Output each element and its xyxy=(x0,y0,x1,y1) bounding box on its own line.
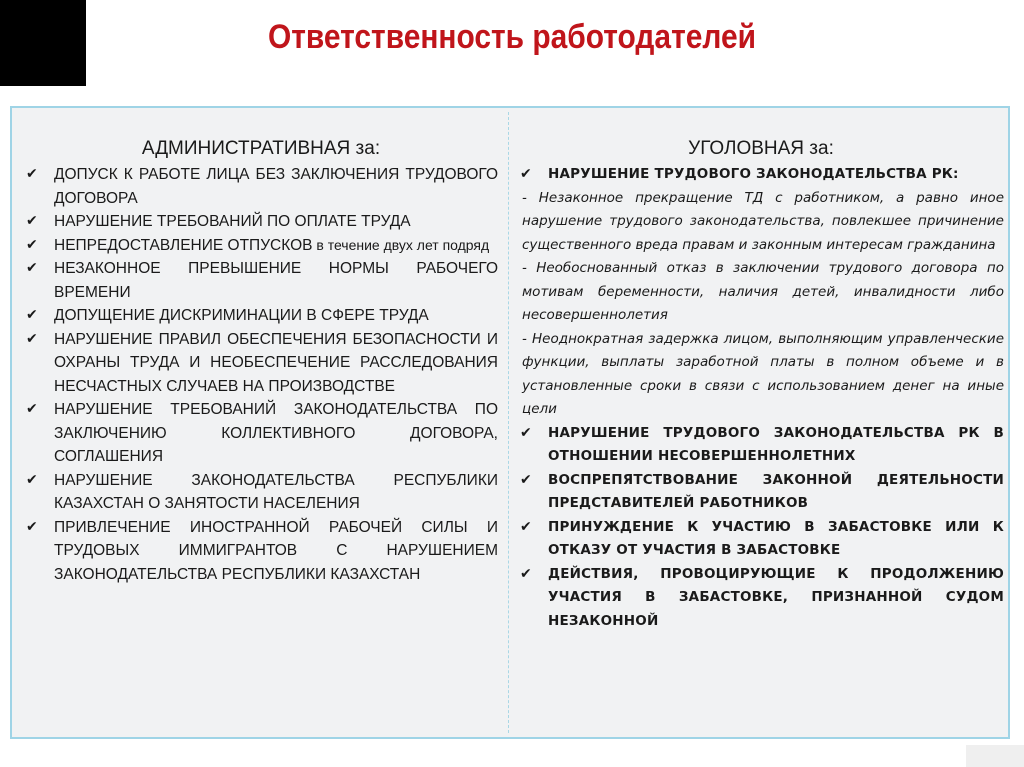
list-item xyxy=(24,516,498,587)
list-item xyxy=(24,328,498,399)
checkmark-icon: ✔ xyxy=(26,330,38,347)
column-divider xyxy=(508,112,509,733)
list-item xyxy=(24,398,498,469)
content-panel xyxy=(10,106,1010,739)
list-item xyxy=(24,163,498,210)
checkmark-icon: ✔ xyxy=(520,565,532,582)
criminal-note: - Незаконное прекращение ТД с работником, а равно иное нарушение трудового законодательства, повлекшее причинение существенного вреда правам и законным интересам гражданина xyxy=(522,189,1004,253)
checkmark-icon: ✔ xyxy=(26,518,38,535)
checkmark-icon: ✔ xyxy=(26,401,38,417)
item-text: ПРИВЛЕЧЕНИЕ ИНОСТРАННОЙ РАБОЧЕЙ СИЛЫ И ТРУДОВЫХ ИММИГРАНТОВ С НАРУШЕНИЕМ ЗАКОНОДАТЕЛЬСТВА РЕСПУБЛИКИ КАЗАХСТАН xyxy=(54,518,498,583)
administrative-heading: АДМИНИСТРАТИВНАЯ за: xyxy=(141,138,381,159)
item-text: НАРУШЕНИЕ ТРУДОВОГО ЗАКОНОДАТЕЛЬСТВА РК В ОТНОШЕНИИ НЕСОВЕРШЕННОЛЕТНИХ xyxy=(548,424,1004,464)
criminal-column xyxy=(518,138,1004,633)
criminal-list xyxy=(518,422,1004,634)
item-text: НАРУШЕНИЕ ПРАВИЛ ОБЕСПЕЧЕНИЯ БЕЗОПАСНОСТИ И ОХРАНЫ ТРУДА И НЕОБЕСПЕЧЕНИЕ РАССЛЕДОВАНИЯ НЕСЧАСТНЫХ СЛУЧАЕВ НА ПРОИЗВОДСТВЕ xyxy=(54,330,498,395)
checkmark-icon: ✔ xyxy=(26,471,38,488)
list-item xyxy=(518,469,1004,516)
list-item xyxy=(24,234,498,258)
item-text: НАРУШЕНИЕ ТРЕБОВАНИЙ ЗАКОНОДАТЕЛЬСТВА ПО ЗАКЛЮЧЕНИЮ КОЛЛЕКТИВНОГО ДОГОВОРА, СОГЛАШЕНИЯ xyxy=(54,401,498,465)
item-text: НЕЗАКОННОЕ ПРЕВЫШЕНИЕ НОРМЫ РАБОЧЕГО ВРЕМЕНИ xyxy=(54,260,498,301)
criminal-note: - Неоднократная задержка лицом, выполняющим управленческие функции, выплаты заработной платы в полном объеме и в установленные сроки в связи с использованием денег на иные цели xyxy=(522,330,1004,417)
list-item xyxy=(518,516,1004,563)
corner-mark xyxy=(966,745,1024,767)
checkmark-icon: ✔ xyxy=(26,213,38,229)
checkmark-icon: ✔ xyxy=(520,424,532,441)
administrative-column xyxy=(24,138,498,586)
criminal-heading: УГОЛОВНАЯ за: xyxy=(688,138,834,159)
checkmark-icon: ✔ xyxy=(26,166,38,182)
list-item xyxy=(24,210,498,234)
item-note: в течение двух лет подряд xyxy=(312,236,490,253)
checkmark-icon: ✔ xyxy=(26,260,38,276)
slide-title: Ответственность работодателей xyxy=(267,18,757,56)
checkmark-icon: ✔ xyxy=(520,166,532,182)
list-item xyxy=(24,469,498,516)
administrative-list xyxy=(24,163,498,586)
list-item xyxy=(24,304,498,328)
item-text: НАРУШЕНИЕ ЗАКОНОДАТЕЛЬСТВА РЕСПУБЛИКИ КАЗАХСТАН О ЗАНЯТОСТИ НАСЕЛЕНИЯ xyxy=(54,471,498,512)
item-text: НАРУШЕНИЕ ТРУДОВОГО ЗАКОНОДАТЕЛЬСТВА РК: xyxy=(548,166,959,182)
item-text: НАРУШЕНИЕ ТРЕБОВАНИЙ ПО ОПЛАТЕ ТРУДА xyxy=(54,213,411,230)
item-text: ВОСПРЕПЯТСТВОВАНИЕ ЗАКОННОЙ ДЕЯТЕЛЬНОСТИ ПРЕДСТАВИТЕЛЕЙ РАБОТНИКОВ xyxy=(548,471,1004,511)
list-item xyxy=(518,422,1004,469)
list-item xyxy=(518,163,1004,187)
checkmark-icon: ✔ xyxy=(26,307,38,323)
criminal-note: - Необоснованный отказ в заключении трудового договора по мотивам беременности, наличия детей, инвалидности либо несовершеннолетия xyxy=(522,260,1004,323)
item-text: НЕПРЕДОСТАВЛЕНИЕ ОТПУСКОВ xyxy=(54,236,313,254)
list-item xyxy=(518,563,1004,634)
item-text: ПРИНУЖДЕНИЕ К УЧАСТИЮ В ЗАБАСТОВКЕ ИЛИ К ОТКАЗУ ОТ УЧАСТИЯ В ЗАБАСТОВКЕ xyxy=(548,518,1004,558)
item-text: ДОПУСК К РАБОТЕ ЛИЦА БЕЗ ЗАКЛЮЧЕНИЯ ТРУДОВОГО ДОГОВОРА xyxy=(54,166,498,207)
criminal-list-first xyxy=(518,163,1004,187)
checkmark-icon: ✔ xyxy=(26,236,38,253)
checkmark-icon: ✔ xyxy=(520,518,532,535)
list-item xyxy=(24,257,498,304)
checkmark-icon: ✔ xyxy=(520,471,532,488)
item-text: ДОПУЩЕНИЕ ДИСКРИМИНАЦИИ В СФЕРЕ ТРУДА xyxy=(54,307,429,324)
item-text: ДЕЙСТВИЯ, ПРОВОЦИРУЮЩИЕ К ПРОДОЛЖЕНИЮ УЧАСТИЯ В ЗАБАСТОВКЕ, ПРИЗНАННОЙ СУДОМ НЕЗАКОННОЙ xyxy=(548,565,1004,629)
